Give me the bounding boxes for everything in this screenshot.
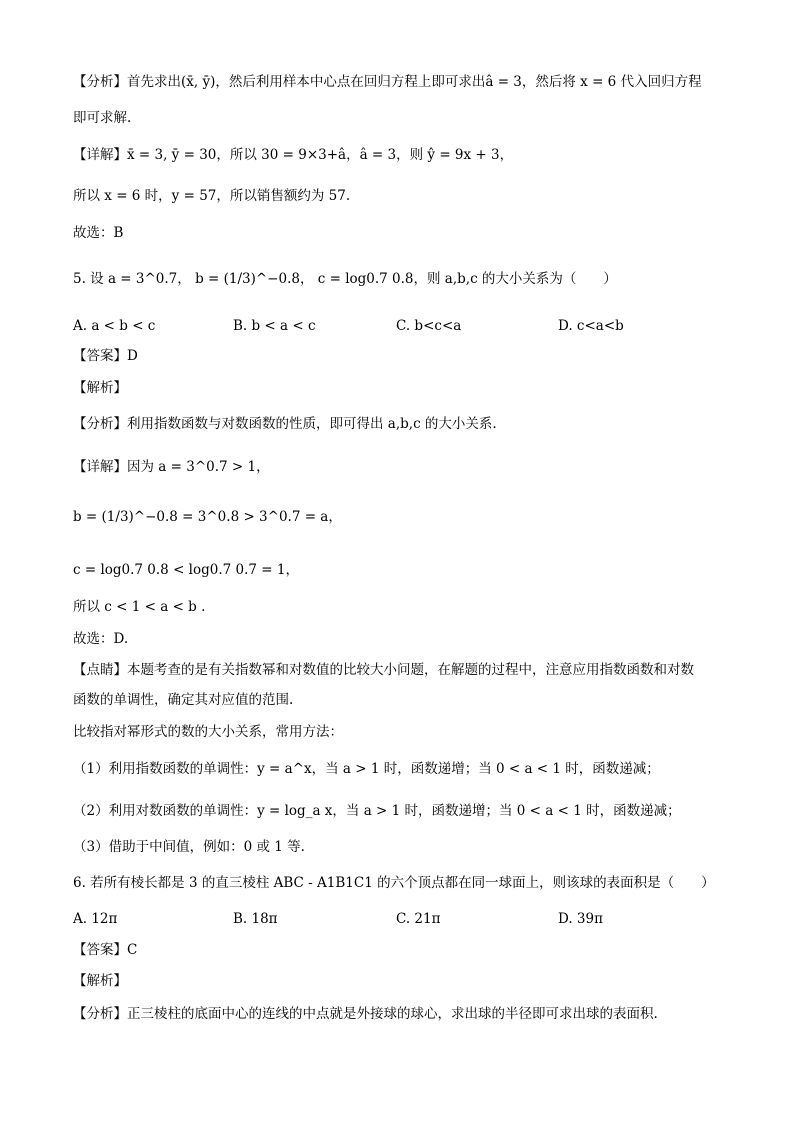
q6-option-b: B. 18π: [233, 911, 278, 927]
q4-choice: 故选：B: [73, 225, 124, 241]
q5-analysis: 【分析】利用指数函数与对数函数的性质，即可得出 a,b,c 的大小关系.: [73, 416, 497, 432]
q5-stem: 5. 设 a = 3^0.7， b = (1/3)^−0.8， c = log0.7 0.8，则 a,b,c 的大小关系为（ ）: [73, 271, 617, 287]
q5-option-d: D. c<a<b: [558, 318, 624, 334]
q5-choice: 故选：D.: [73, 631, 129, 647]
q5-detail-1: 【详解】因为 a = 3^0.7 > 1，: [73, 459, 270, 475]
q4-analysis-cont: 即可求解.: [73, 110, 132, 126]
q6-option-a: A. 12π: [73, 911, 118, 927]
q5-detail-3: c = log0.7 0.8 < log0.7 0.7 = 1，: [73, 562, 299, 578]
q6-option-d: D. 39π: [558, 911, 603, 927]
q5-comment-1: 【点睛】本题考查的是有关指数幂和对数值的比较大小问题，在解题的过程中，注意应用指数函数和对数: [73, 662, 694, 678]
q5-detail-2: b = (1/3)^−0.8 = 3^0.8 > 3^0.7 = a，: [73, 509, 342, 525]
q5-option-b: B. b < a < c: [233, 318, 316, 334]
q6-jiexi: 【解析】: [73, 973, 127, 989]
q5-option-a: A. a < b < c: [73, 318, 156, 334]
q5-comment-2: 函数的单调性，确定其对应值的范围.: [73, 692, 294, 708]
q5-jiexi: 【解析】: [73, 380, 127, 396]
q5-detail-4: 所以 c < 1 < a < b .: [73, 599, 206, 615]
q4-analysis: 【分析】首先求出(x̄, ȳ)，然后利用样本中心点在回归方程上即可求出â = 3，然后将 x = 6 代入回归方程: [73, 74, 702, 90]
q5-answer: 【答案】D: [73, 348, 138, 364]
q6-answer: 【答案】C: [73, 942, 138, 958]
q5-option-c: C. b<c<a: [396, 318, 462, 334]
q6-analysis: 【分析】正三棱柱的底面中心的连线的中点就是外接球的球心，求出球的半径即可求出球的表面积.: [73, 1006, 658, 1022]
q4-result: 所以 x = 6 时，y = 57，所以销售额约为 57.: [73, 188, 351, 204]
q6-stem: 6. 若所有棱长都是 3 的直三棱柱 ABC - A1B1C1 的六个顶点都在同一球面上，则该球的表面积是（ ）: [73, 875, 715, 891]
q5-method-title: 比较指对幂形式的数的大小关系，常用方法：: [73, 724, 343, 740]
q4-detail: 【详解】x̄ = 3, ȳ = 30，所以 30 = 9×3+â，â = 3，则 ŷ = 9x + 3，: [73, 147, 514, 163]
q5-method-2: （2）利用对数函数的单调性：y = log_a x，当 a > 1 时，函数递增；当 0 < a < 1 时，函数递减；: [73, 803, 681, 819]
q5-method-1: （1）利用指数函数的单调性：y = a^x，当 a > 1 时，函数递增；当 0 < a < 1 时，函数递减；: [73, 761, 660, 777]
q6-option-c: C. 21π: [396, 911, 441, 927]
q5-method-3: （3）借助于中间值，例如：0 或 1 等.: [73, 839, 305, 855]
